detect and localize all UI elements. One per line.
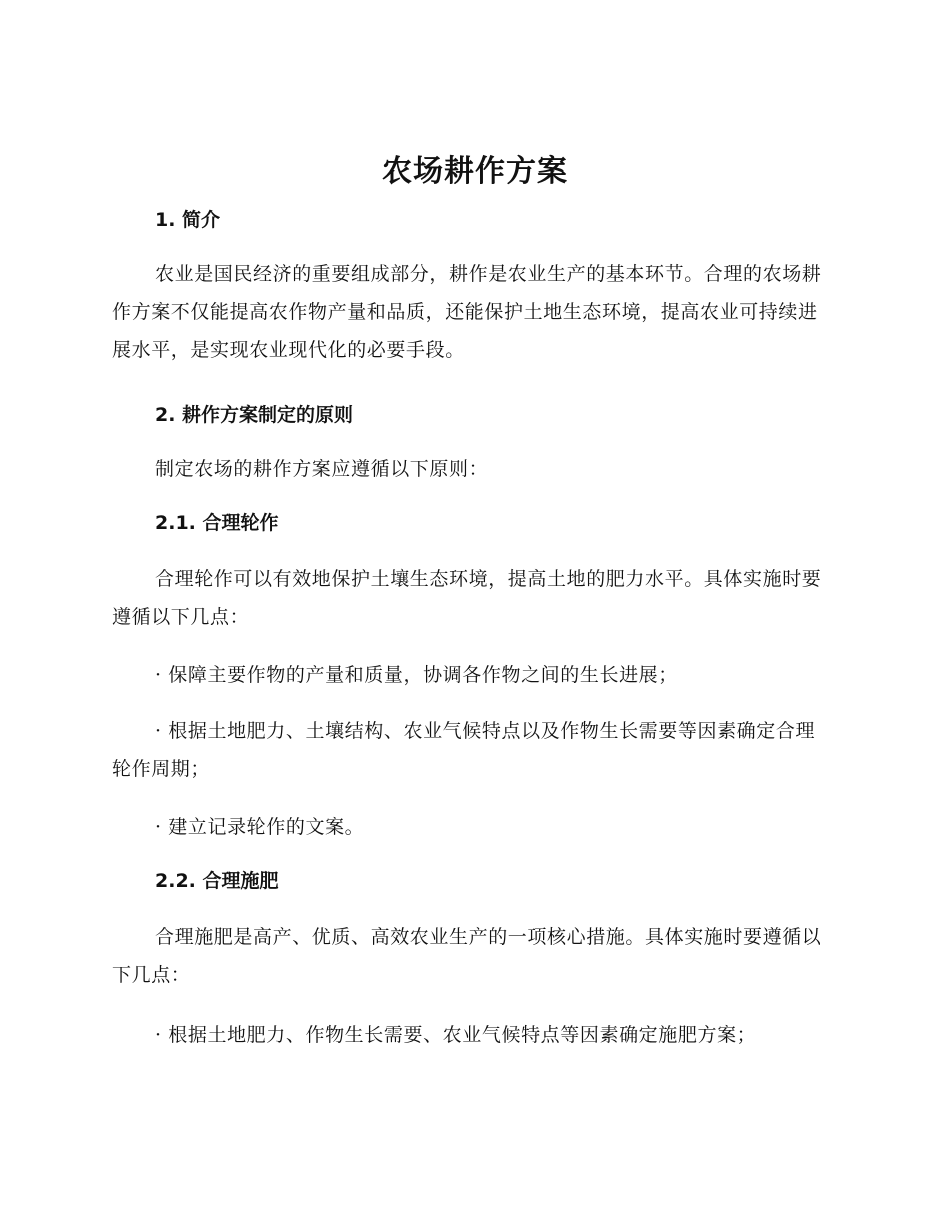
paragraph-fertilization: 合理施肥是高产、优质、高效农业生产的一项核心措施。具体实施时要遵循以下几点： (112, 926, 822, 986)
section-heading-intro: 1. 简介 (155, 209, 221, 231)
list-item: · 建立记录轮作的文案。 (155, 816, 365, 838)
document-title: 农场耕作方案 (382, 154, 568, 189)
paragraph-principles: 制定农场的耕作方案应遵循以下原则： (155, 458, 489, 480)
list-item: · 根据土地肥力、作物生长需要、农业气候特点等因素确定施肥方案； (155, 1024, 757, 1046)
list-item: · 保障主要作物的产量和质量，协调各作物之间的生长进展； (155, 664, 678, 686)
list-item: · 根据土地肥力、土壤结构、农业气候特点以及作物生长需要等因素确定合理轮作周期； (112, 720, 816, 780)
section-heading-fertilization: 2.2. 合理施肥 (155, 870, 279, 892)
section-heading-rotation: 2.1. 合理轮作 (155, 512, 279, 534)
paragraph-intro: 农业是国民经济的重要组成部分，耕作是农业生产的基本环节。合理的农场耕作方案不仅能提高农作物产量和品质，还能保护土地生态环境，提高农业可持续进展水平，是实现农业现代化的必要手段。 (112, 263, 822, 361)
paragraph-rotation: 合理轮作可以有效地保护土壤生态环境，提高土地的肥力水平。具体实施时要遵循以下几点： (112, 568, 822, 628)
section-heading-principles: 2. 耕作方案制定的原则 (155, 404, 354, 426)
